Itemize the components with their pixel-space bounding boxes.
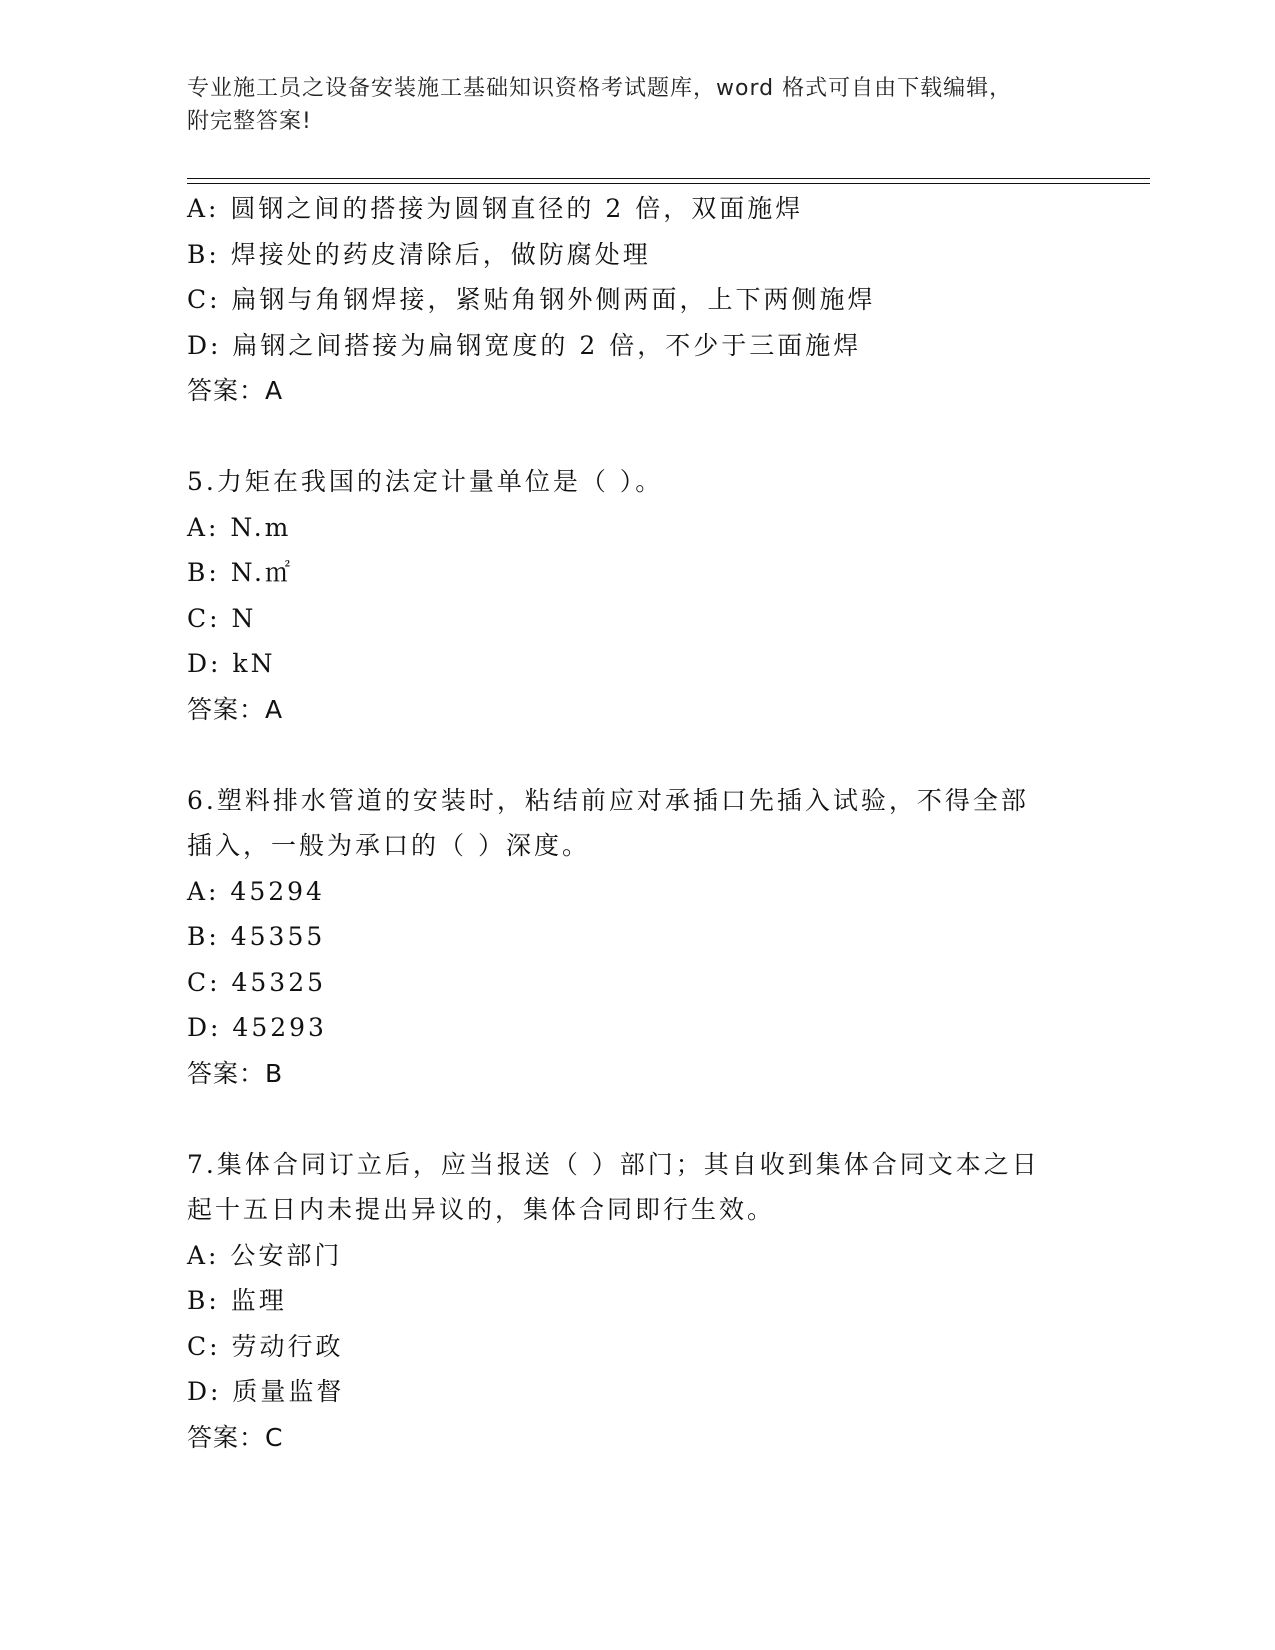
- question-4: [187, 186, 1087, 414]
- option-b: B: 45355: [187, 922, 326, 951]
- option-a: A: N.m: [187, 512, 292, 542]
- header-line-2: 附完整答案!: [187, 109, 312, 134]
- question-6: [187, 778, 1087, 1097]
- question-7: [187, 1142, 1087, 1461]
- option-d: D: kN: [187, 649, 276, 678]
- option-b: B: 焊接处的药皮清除后，做防腐处理: [187, 239, 651, 269]
- option-c: C: N: [187, 603, 257, 633]
- option-c: C: 劳动行政: [187, 1331, 344, 1361]
- header-divider-bottom: [187, 183, 1150, 184]
- question-text-line-1: 7.集体合同订立后，应当报送（ ）部门；其自收到集体合同文本之日: [187, 1149, 1040, 1179]
- answer-label: 答案：A: [187, 694, 284, 724]
- header-divider-top: [187, 178, 1150, 179]
- spacer: [187, 1096, 1087, 1142]
- option-a: A: 圆钢之间的搭接为圆钢直径的 2 倍，双面施焊: [187, 194, 804, 223]
- option-a: A: 公安部门: [187, 1240, 343, 1270]
- option-b: B: 监理: [187, 1286, 287, 1315]
- option-d: D: 扁钢之间搭接为扁钢宽度的 2 倍，不少于三面施焊: [187, 330, 862, 360]
- option-c: C: 45325: [187, 967, 327, 997]
- option-b: B: N.㎡: [187, 558, 293, 587]
- question-text-line-2: 插入，一般为承口的（ ）深度。: [187, 831, 590, 860]
- option-c: C: 扁钢与角钢焊接，紧贴角钢外侧两面，上下两侧施焊: [187, 285, 876, 314]
- header-line-1: 专业施工员之设备安装施工基础知识资格考试题库，word 格式可自由下载编辑，: [187, 76, 1013, 101]
- document-header: [187, 72, 1087, 138]
- option-d: D: 质量监督: [187, 1377, 345, 1406]
- question-text-line-2: 起十五日内未提出异议的，集体合同即行生效。: [187, 1195, 776, 1224]
- option-d: D: 45293: [187, 1013, 327, 1042]
- spacer: [187, 732, 1087, 778]
- spacer: [187, 414, 1087, 460]
- answer-label: 答案：A: [187, 376, 284, 405]
- answer-label: 答案：C: [187, 1422, 284, 1452]
- question-text: 5.力矩在我国的法定计量单位是（ ）。: [187, 467, 664, 496]
- answer-label: 答案：B: [187, 1058, 284, 1088]
- question-5: [187, 459, 1087, 732]
- question-text-line-1: 6.塑料排水管道的安装时，粘结前应对承插口先插入试验，不得全部: [187, 785, 1029, 815]
- option-a: A: 45294: [187, 876, 325, 906]
- question-list: [187, 186, 1087, 1460]
